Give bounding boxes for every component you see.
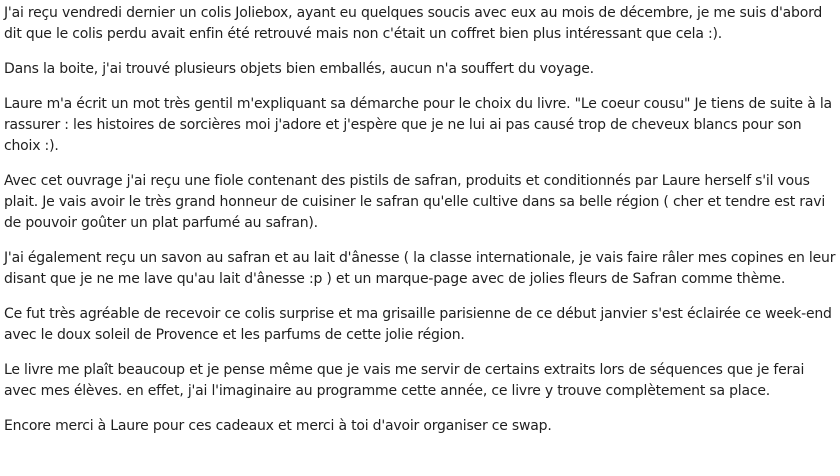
paragraph-boite: Dans la boite, j'ai trouvé plusieurs objets bien emballés, aucun n'a souffert du voyage. bbox=[4, 61, 594, 77]
paragraph-joliebox-intro: J'ai reçu vendredi dernier un colis Joliebox, ayant eu quelques soucis avec eux au mois de décembre, je me suis d'abord dit que le colis perdu avait enfin été retrouvé mais non c'était un coffret bien plus intéressant que cela :). bbox=[4, 5, 823, 42]
paragraph-fiole-safran: Avec cet ouvrage j'ai reçu une fiole contenant des pistils de safran, produits et conditionnés par Laure herself s'il vous plait. Je vais avoir le très grand honneur de cuisiner le safran qu'elle cultive dans sa belle région ( cher et tendre est ravi de pouvoir goûter un plat parfumé au safran). bbox=[4, 173, 826, 231]
paragraph-mot-de-laure: Laure m'a écrit un mot très gentil m'expliquant sa démarche pour le choix du livre. "Le coeur cousu" Je tiens de suite à la rassurer : les histoires de sorcières moi j'adore et j'espère que je ne lui ai pas causé trop de cheveux blancs pour son choix :). bbox=[4, 96, 832, 154]
paragraph-livre-eleves: Le livre me plaît beaucoup et je pense même que je vais me servir de certains extraits lors de séquences que je ferai avec mes élèves. en effet, j'ai l'imaginaire au programme cette année, ce livre y trouve complètement sa place. bbox=[4, 362, 805, 399]
paragraph-colis-surprise: Ce fut très agréable de recevoir ce colis surprise et ma grisaille parisienne de ce début janvier s'est éclairée ce week-end avec le doux soleil de Provence et les parfums de cette jolie région. bbox=[4, 306, 832, 343]
paragraph-remerciements: Encore merci à Laure pour ces cadeaux et merci à toi d'avoir organiser ce swap. bbox=[4, 418, 552, 434]
paragraph-savon-marque-page: J'ai également reçu un savon au safran et au lait d'ânesse ( la classe internationale, je vais faire râler mes copines en leur disant que je ne me lave qu'au lait d'ânesse :p ) et un marque-page avec de jolies fleurs de Safran comme thème. bbox=[4, 250, 836, 287]
